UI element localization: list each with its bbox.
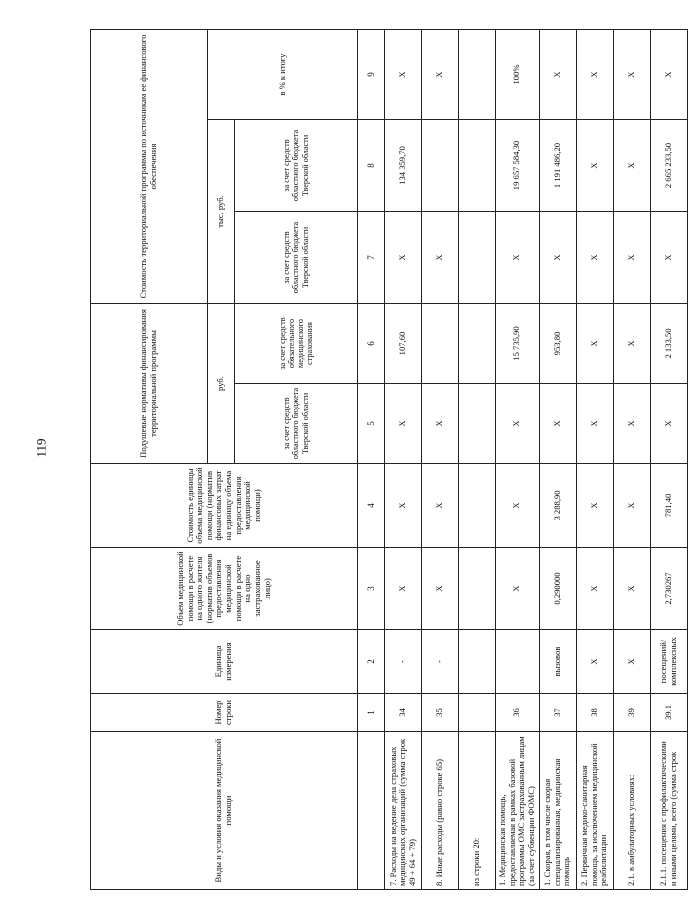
row-number-cell: 35 — [422, 694, 459, 732]
row-name-cell: 2.1. в амбулаторных условиях: — [613, 732, 650, 890]
row-cost-cell: X — [422, 464, 459, 548]
header-rownum: Номер строки — [91, 694, 358, 732]
row-norm-oms-cell — [459, 304, 496, 384]
row-cost-oms-cell — [422, 120, 459, 212]
table-row — [496, 29, 540, 889]
row-cost-oms-cell: 2 665 233,50 — [650, 120, 687, 212]
header-unit: Единица измерения — [91, 630, 358, 694]
row-unit-cell: - — [385, 630, 422, 694]
row-norm-budget-cell: X — [422, 384, 459, 464]
row-percent-cell: X — [422, 29, 459, 119]
row-name-cell: 1. Скорая, в том числе скорая специализированная, медицинская помощь — [539, 732, 576, 890]
row-volume-cell: X — [496, 548, 540, 630]
row-percent-cell — [459, 29, 496, 119]
row-unit-cell — [459, 630, 496, 694]
row-norm-oms-cell — [422, 304, 459, 384]
row-unit-cell: X — [613, 630, 650, 694]
row-number-cell: 37 — [539, 694, 576, 732]
row-number-cell: 39 — [613, 694, 650, 732]
row-volume-cell: X — [613, 548, 650, 630]
row-percent-cell: 100% — [496, 29, 540, 119]
row-cost-budget-cell: X — [422, 212, 459, 304]
colnum-2: 2 — [358, 630, 385, 694]
colnum-9: 9 — [358, 29, 385, 119]
header-kind: Виды и условия оказания медицинской помощи — [91, 732, 358, 890]
row-norm-oms-cell: 953,80 — [539, 304, 576, 384]
colnum-1: 1 — [358, 694, 385, 732]
row-unit-cell — [496, 630, 540, 694]
row-unit-cell: вызовов — [539, 630, 576, 694]
table-wrapper — [90, 30, 678, 890]
row-cost-cell: 781,40 — [650, 464, 687, 548]
row-volume-cell: 0,290000 — [539, 548, 576, 630]
row-norm-oms-cell: 2 133,50 — [650, 304, 687, 384]
header-cost-budget: за счет средств областного бюджета Тверской области — [235, 212, 358, 304]
rotated-table-area — [90, 30, 678, 890]
header-cost-group: Стоимость территориальной программы по источникам ее финансового обеспечения — [91, 29, 208, 303]
row-norm-oms-cell: X — [613, 304, 650, 384]
row-norm-budget-cell: X — [613, 384, 650, 464]
row-name-cell: 1. Медицинская помощь, предоставляемая в рамках базовой программы ОМС застрахованным лицам (за счет субвенции ФОМС) — [496, 732, 540, 890]
row-norm-oms-cell: X — [576, 304, 613, 384]
row-norm-budget-cell: X — [539, 384, 576, 464]
row-cost-budget-cell: X — [576, 212, 613, 304]
row-norm-budget-cell: X — [650, 384, 687, 464]
row-cost-budget-cell — [459, 212, 496, 304]
header-norms-group: Подушевые нормативы финансирования территориальной программы — [91, 304, 208, 464]
colnum-blank — [358, 732, 385, 890]
colnum-4: 4 — [358, 464, 385, 548]
table-row — [576, 29, 613, 889]
row-volume-cell: 2,730267 — [650, 548, 687, 630]
header-cost-oms: за счет средств областного бюджета Тверской области — [235, 120, 358, 212]
header-volume: Объем медицинской помощи в расчете на одного жителя (норматив объемов предоставления медицинской помощи в расчете на одно застрахованное лицо) — [91, 548, 358, 630]
table-row — [650, 29, 687, 889]
row-cost-oms-cell: X — [576, 120, 613, 212]
row-number-cell: 38 — [576, 694, 613, 732]
row-cost-oms-cell: X — [613, 120, 650, 212]
row-unit-cell: посещений/ комплексных — [650, 630, 687, 694]
header-cost-unit: тыс. руб. — [208, 120, 235, 304]
table-row — [539, 29, 576, 889]
column-numbers-row — [358, 29, 385, 889]
row-cost-oms-cell — [459, 120, 496, 212]
row-percent-cell: X — [650, 29, 687, 119]
row-name-cell: из строки 20: — [459, 732, 496, 890]
colnum-7: 7 — [358, 212, 385, 304]
row-cost-budget-cell: X — [650, 212, 687, 304]
row-norm-oms-cell: 107,60 — [385, 304, 422, 384]
row-cost-cell — [459, 464, 496, 548]
row-cost-cell: X — [576, 464, 613, 548]
row-volume-cell: X — [385, 548, 422, 630]
colnum-5: 5 — [358, 384, 385, 464]
row-norm-budget-cell: X — [576, 384, 613, 464]
header-cost: Стоимость единицы объема медицинской помощи (норматив финансовых затрат на единицу объема предоставления медицинской помощи) — [91, 464, 358, 548]
row-norm-budget-cell: X — [385, 384, 422, 464]
row-cost-budget-cell: X — [613, 212, 650, 304]
row-cost-cell: 3 288,90 — [539, 464, 576, 548]
row-percent-cell: X — [613, 29, 650, 119]
row-cost-cell: X — [613, 464, 650, 548]
header-row-1 — [91, 29, 208, 889]
row-name-cell: 2.1.1. посещения с профилактическими и иными целями, всего (сумма строк — [650, 732, 687, 890]
header-norms-budget: за счет средств областного бюджета Тверской области — [235, 384, 358, 464]
row-cost-budget-cell: X — [539, 212, 576, 304]
row-number-cell: 34 — [385, 694, 422, 732]
row-volume-cell: X — [576, 548, 613, 630]
page-number: 119 — [33, 438, 49, 458]
colnum-6: 6 — [358, 304, 385, 384]
colnum-8: 8 — [358, 120, 385, 212]
row-unit-cell: X — [576, 630, 613, 694]
row-volume-cell — [459, 548, 496, 630]
row-norm-oms-cell: 15 735,90 — [496, 304, 540, 384]
row-percent-cell: X — [385, 29, 422, 119]
row-cost-oms-cell: 1 191 486,20 — [539, 120, 576, 212]
row-cost-cell: X — [496, 464, 540, 548]
row-number-cell: 36 — [496, 694, 540, 732]
row-cost-cell: X — [385, 464, 422, 548]
row-percent-cell: X — [539, 29, 576, 119]
header-norms-unit: руб. — [208, 304, 235, 464]
row-unit-cell: - — [422, 630, 459, 694]
row-number-cell: 39.1 — [650, 694, 687, 732]
table-row — [385, 29, 422, 889]
row-cost-oms-cell: 134 359,70 — [385, 120, 422, 212]
table-row — [459, 29, 496, 889]
row-name-cell: 7. Расходы на ведение дела страховых медицинских организаций (сумма строк 49 + 64 + 79) — [385, 732, 422, 890]
row-name-cell: 8. Иные расходы (равно строке 65) — [422, 732, 459, 890]
row-name-cell: 2. Первичная медико-санитарная помощь, за исключением медицинской реабилитации — [576, 732, 613, 890]
row-cost-budget-cell: X — [385, 212, 422, 304]
row-percent-cell: X — [576, 29, 613, 119]
row-cost-budget-cell: X — [496, 212, 540, 304]
table-row — [422, 29, 459, 889]
row-norm-budget-cell — [459, 384, 496, 464]
header-norms-oms: за счет средств обязательного медицинского страхования — [235, 304, 358, 384]
row-volume-cell: X — [422, 548, 459, 630]
row-cost-oms-cell: 19 657 584,30 — [496, 120, 540, 212]
colnum-3: 3 — [358, 548, 385, 630]
table-row — [613, 29, 650, 889]
program-cost-table — [90, 29, 688, 890]
row-number-cell — [459, 694, 496, 732]
header-cost-percent: в % к итогу — [208, 29, 358, 119]
row-norm-budget-cell: X — [496, 384, 540, 464]
